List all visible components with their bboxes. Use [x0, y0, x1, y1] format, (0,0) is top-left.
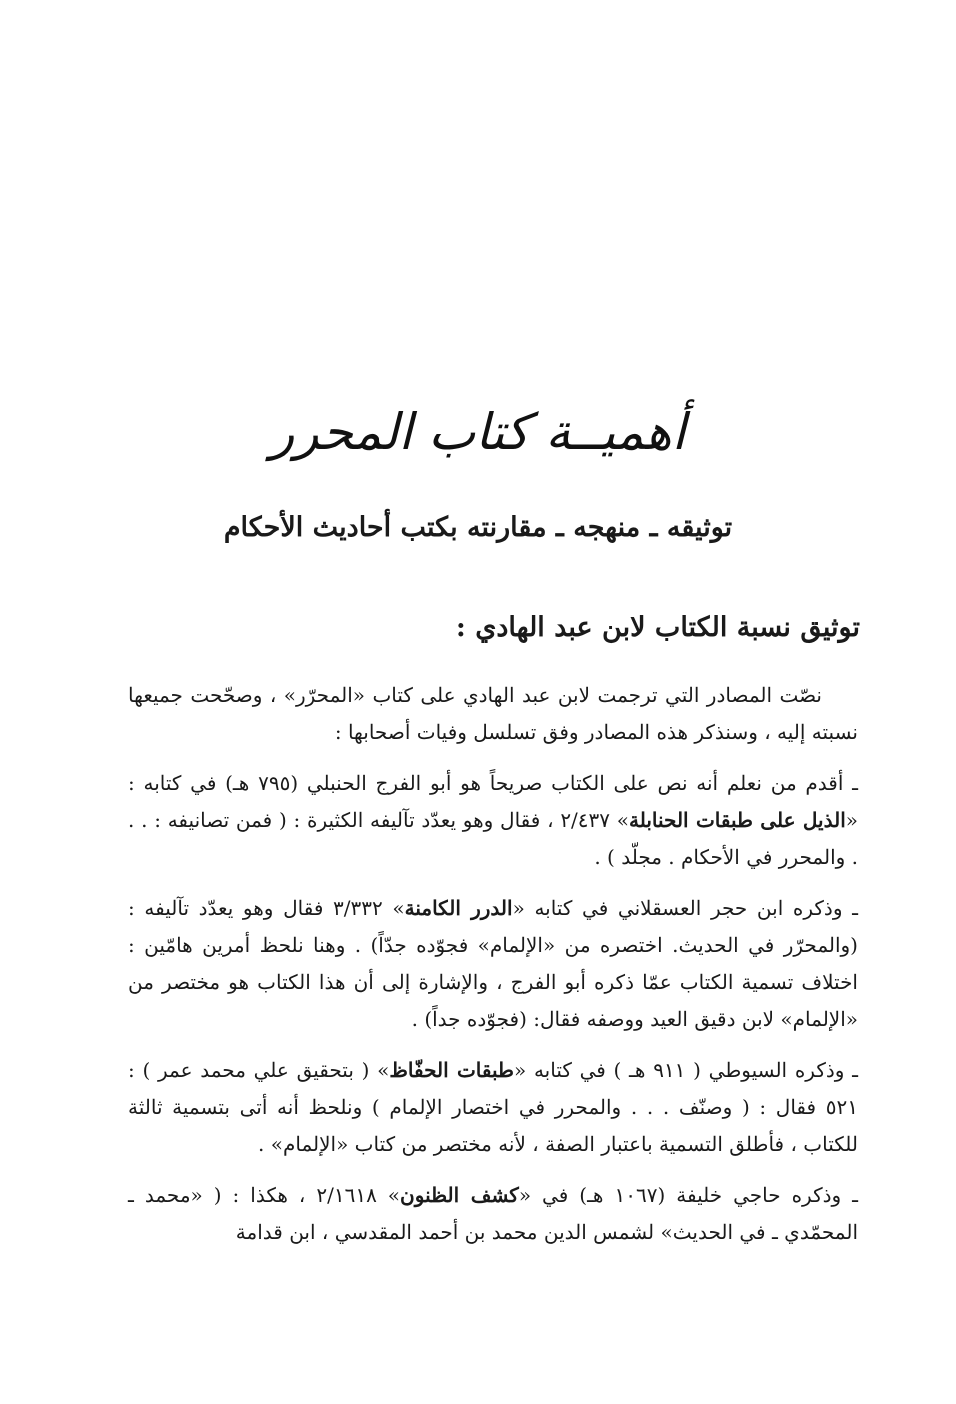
paragraph-text: ـ وذكره حاجي خليفة (١٠٦٧ هـ) في « — [518, 1183, 859, 1207]
paragraph-text: ـ أقدم من نعلم أنه نص على الكتاب صريحاً هو أبو الفرج الحنبلي (٧٩٥ هـ) في كتابه : « — [128, 771, 858, 832]
paragraph-abu-alfaraj — [128, 765, 858, 876]
body-text — [128, 677, 858, 1251]
book-title: الدرر الكامنة — [404, 896, 513, 920]
paragraph-haji-khalifa — [128, 1177, 858, 1251]
paragraph-intro: نصّت المصادر التي ترجمت لابن عبد الهادي على كتاب «المحرّر» ، وصحّحت جميعها نسبته إليه ، وسنذكر هذه المصادر وفق تسلسل وفيات أصحابها : — [128, 683, 858, 744]
paragraph-text: ـ وذكره السيوطي ( ٩١١ هـ ) في كتابه « — [513, 1058, 858, 1082]
paragraph-text: » ٢/٤٣٧ ، فقال وهو يعدّد تآليفه الكثيرة : ( فمن تصانيفه : . . . والمحرر في الأحكام . مجلّد ) . — [128, 808, 858, 869]
paragraph-ibn-hajar — [128, 890, 858, 1038]
section-heading: توثيق نسبة الكتاب لابن عبد الهادي : — [455, 612, 860, 643]
paragraph-text: ـ وذكره ابن حجر العسقلاني في كتابه « — [512, 896, 858, 920]
book-title: طبقات الحفّاظ — [389, 1058, 514, 1082]
paragraph-text: » ٢/١٦١٨ ، هكذا : ( «محمد ـ المحمّدي ـ في الحديث» لشمس الدين محمد بن أحمد المقدسي ، ابن قدامة — [128, 1183, 858, 1244]
page-title: أهميــة كتاب المحرر — [270, 403, 686, 461]
paragraph-text: » ( بتحقيق علي محمد عمر ) : ٥٢١ فقال : ( وصنّف . . . والمحرر في اختصار الإلمام ) ونلحظ أنه أتى بتسمية ثالثة للكتاب ، فأطلق التسمية باعتبار الصفة ، لأنه مختصر من كتاب «الإلمام» . — [128, 1058, 858, 1156]
paragraph-suyuti — [128, 1052, 858, 1163]
page-subtitle: توثيقه ـ منهجه ـ مقارنته بكتب أحاديث الأحكام — [223, 512, 733, 543]
book-title: كشف الظنون — [400, 1183, 519, 1207]
paragraph-text: » ٣/٣٣٢ فقال وهو يعدّد تآليفه : (والمحرّر في الحديث. اختصره من «الإلمام» فجوّده جدّاً) . وهنا نلحظ أمرين هامّين : اختلاف تسمية الكتاب عمّا ذكره أبو الفرج ، والإشارة إلى أن هذا الكتاب هو مختصر من «الإلمام» لابن دقيق العيد ووصفه فقال: (فجوّده جداً) . — [128, 896, 858, 1031]
book-title: الذيل على طبقات الحنابلة — [629, 808, 846, 832]
